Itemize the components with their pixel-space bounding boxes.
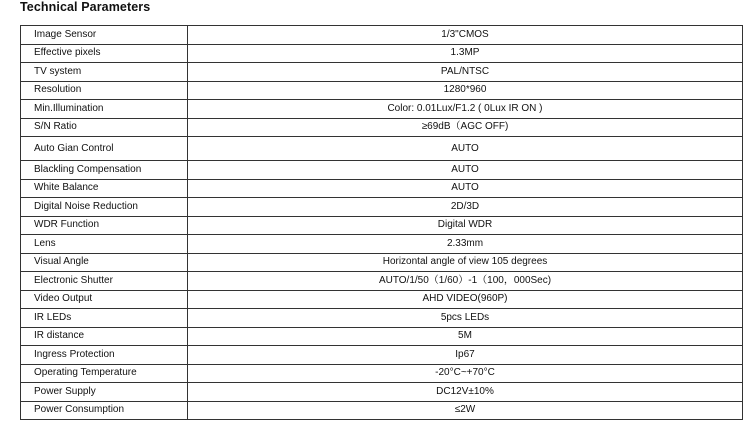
parameter-label: Resolution: [21, 81, 188, 100]
parameter-value: AUTO: [188, 161, 743, 180]
table-row: [21, 346, 743, 365]
parameter-label: Power Consumption: [21, 401, 188, 420]
parameter-label: Lens: [21, 235, 188, 254]
parameter-label: Effective pixels: [21, 44, 188, 63]
page-title: Technical Parameters: [20, 0, 151, 14]
table-row: [21, 235, 743, 254]
table-row: [21, 327, 743, 346]
parameter-label: Digital Noise Reduction: [21, 198, 188, 217]
parameter-label: White Balance: [21, 179, 188, 198]
parameter-value: AHD VIDEO(960P): [188, 290, 743, 309]
parameter-value: 5pcs LEDs: [188, 309, 743, 328]
parameter-value: AUTO/1/50（1/60）-1（100，000Sec): [188, 272, 743, 291]
table-row: [21, 272, 743, 291]
parameter-value: 2.33mm: [188, 235, 743, 254]
parameter-label: Power Supply: [21, 383, 188, 402]
parameter-value: DC12V±10%: [188, 383, 743, 402]
table-row: [21, 179, 743, 198]
parameter-value: 1280*960: [188, 81, 743, 100]
parameter-value: -20°C~+70°C: [188, 364, 743, 383]
parameter-label: TV system: [21, 63, 188, 82]
parameter-value: ≥69dB（AGC OFF): [188, 118, 743, 137]
table-row: [21, 81, 743, 100]
table-row: [21, 137, 743, 161]
parameter-value: ≤2W: [188, 401, 743, 420]
parameter-label: Blackling Compensation: [21, 161, 188, 180]
table-row: [21, 383, 743, 402]
parameter-label: Auto Gian Control: [21, 137, 188, 161]
parameter-label: Image Sensor: [21, 26, 188, 45]
parameter-value: Color: 0.01Lux/F1.2 ( 0Lux IR ON ): [188, 100, 743, 119]
table-row: [21, 216, 743, 235]
table-row: [21, 401, 743, 420]
parameter-value: 5M: [188, 327, 743, 346]
table-row: [21, 309, 743, 328]
parameter-label: IR LEDs: [21, 309, 188, 328]
parameter-value: AUTO: [188, 179, 743, 198]
parameter-value: AUTO: [188, 137, 743, 161]
table-row: [21, 161, 743, 180]
parameter-label: WDR Function: [21, 216, 188, 235]
parameter-label: Min.Illumination: [21, 100, 188, 119]
table-row: [21, 63, 743, 82]
parameter-value: PAL/NTSC: [188, 63, 743, 82]
parameter-value: Horizontal angle of view 105 degrees: [188, 253, 743, 272]
parameter-value: 1/3"CMOS: [188, 26, 743, 45]
table-row: [21, 364, 743, 383]
table-row: [21, 44, 743, 63]
table-row: [21, 253, 743, 272]
parameters-table: [20, 25, 743, 420]
table-row: [21, 118, 743, 137]
parameter-label: Video Output: [21, 290, 188, 309]
parameter-label: S/N Ratio: [21, 118, 188, 137]
table-row: [21, 100, 743, 119]
parameter-label: IR distance: [21, 327, 188, 346]
parameter-label: Electronic Shutter: [21, 272, 188, 291]
parameter-value: Digital WDR: [188, 216, 743, 235]
parameter-value: 2D/3D: [188, 198, 743, 217]
table-row: [21, 26, 743, 45]
table-row: [21, 290, 743, 309]
parameter-label: Operating Temperature: [21, 364, 188, 383]
parameter-value: Ip67: [188, 346, 743, 365]
parameter-label: Ingress Protection: [21, 346, 188, 365]
parameter-label: Visual Angle: [21, 253, 188, 272]
table-row: [21, 198, 743, 217]
parameter-value: 1.3MP: [188, 44, 743, 63]
